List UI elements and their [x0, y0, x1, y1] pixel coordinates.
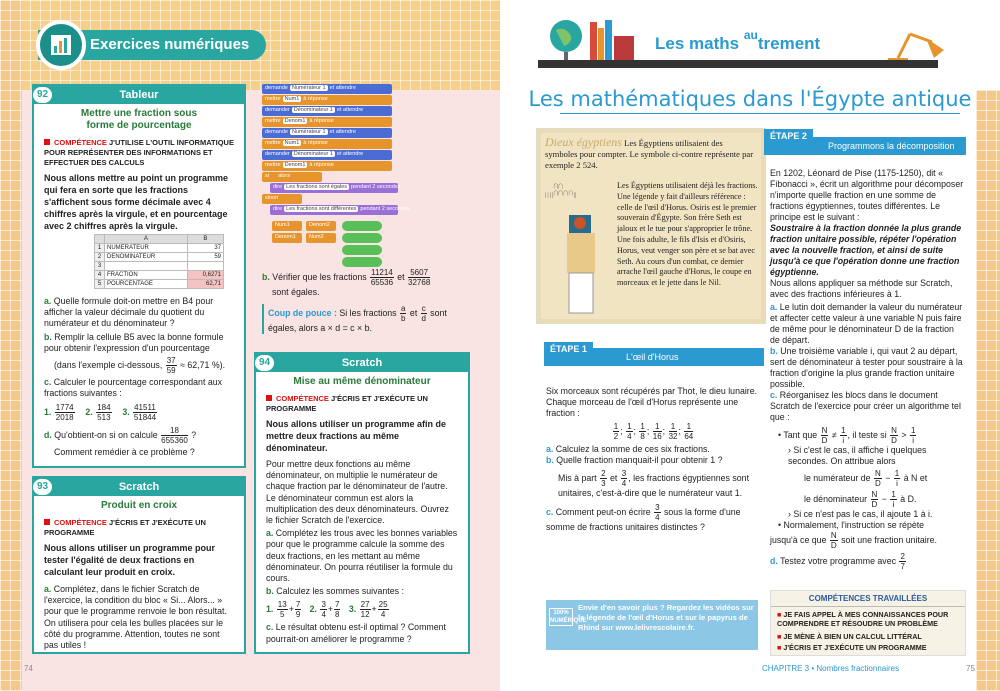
scratch-block: demande Numérateur 1 et attendre	[262, 128, 392, 138]
scratch-block: demander Dénominateur 1 et attendre	[262, 150, 392, 160]
exercise-94-card: 94 Scratch Mise au même dénominateur COMPÉTENCE J'ÉCRIS ET J'EXÉCUTE UN PROGRAMME Nous allons utiliser un programme afin de mettre deux fractions au même dénominateur. Pour mettre deux fonctions au même dénominateur, on multiplie le numérateur de chaque fraction par le dénominateur de l'autre. Le dénominateur commun est alors la multiplication des deux dénominateurs. Ouvrez le fichier Scratch de l'exercice. a. Complétez les trous avec les bonnes variables pour que le programme calcule la somme des deux fractions, en les mettant au même dénominateur. On pourra réutiliser la formule du cours. b. Calculez les sommes suivantes : 1. $\frac{13}{5}$ + $\frac{7}{9}$ 2. $\frac{3}{4}$ + $\frac{7}{8}$ 3. $\frac{27}{12}$ + $\frac{25}{4}$ c. Le résultat obtenu est-il optimal ? Comment pourrait-on améliorer le programme ?	[254, 352, 470, 654]
question-d: d. Qu'obtient-on si on calcule $\frac{18}{655360}$ ?	[44, 426, 197, 446]
exercise-93-questions: b. Vérifier que les fractions $\frac{11214}{65536}$ et $\frac{5607}{32768}$ sont égales. Coup de pouce : Si les fractions $\frac{a}{b}$ et $\frac{c}{d}$ sont égales, alors a × d = c × b.	[262, 268, 462, 334]
step-2-banner: ÉTAPE 2 Programmons la décomposition	[764, 137, 966, 155]
competence: COMPÉTENCE J'UTILISE L'OUTIL INFORMATIQUE POUR REPRÉSENTER DES INFORMATIONS ET EFFECTUER DES CALCULS	[44, 138, 234, 167]
page-title: Les mathématiques dans l'Égypte antique	[528, 87, 972, 111]
hieroglyph-number: 𓏽𓎉𓎆𓎆𓏺𓏺	[545, 185, 577, 201]
table-row: 5 POURCENTAGE 62,71	[95, 280, 224, 289]
exercise-92-card: 92 Tableur Mettre une fraction sous forme de pourcentage COMPÉTENCE J'UTILISE L'OUTIL INFORMATIQUE POUR REPRÉSENTER DES INFORMATIONS ET EFFECTUER DES CALCULS Nous allons mettre au point un programme qui fera en sorte que les fractions s'affichent sous forme décimale avec 4 chiffres après la virgule, et en pourcentage avec 2 chiffres après la virgule. A B 1 NUMERATEUR 37 2 DENOMINATEUR 59 3 4 FRACTION 0,6271 5 POURCENTAGE 62,71 a. Quelle formule doit-on mettre en B4 pour afficher la valeur décimale du quotient du numérateur et du dénominateur ? b. Remplir la cellule B5 avec la bonne formule pour obtenir l'expression d'un pourcentage (dans l'exemple ci-dessous, $\frac{37}{59}$ ≈ 62,71 %). c. Calculer le pourcentage correspondant aux fractions suivantes : 1. $\frac{1774}{2018}$ 2. $\frac{184}{513}$ 3. $\frac{41511}{51844}$ d. Qu'obtient-on si on calcule $\frac{18}{655360}$ ? Comment remédier à ce problème ?	[32, 84, 246, 468]
scratch-program	[262, 84, 410, 265]
chapter-footer: CHAPITRE 3 • Nombres fractionnaires	[762, 664, 900, 673]
numerique-badge: 100% NUMÉRIQUE	[550, 610, 587, 624]
exercise-93-card: 93 Scratch Produit en croix COMPÉTENCE J'ÉCRIS ET J'EXÉCUTE UN PROGRAMME Nous allons utiliser un programme pour tester l'égalité de deux fractions en calculant leur produit en croix. a. Complétez, dans le fichier Scratch de l'exercice, la condition du bloc « Si... Alors... » pour que le programme renvoie le bon résultat. On utilisera pour cela les bulles placées sur le côté du programme. Attention, toutes ne sont pas utiles !	[32, 476, 246, 654]
exercise-intro: Nous allons mettre au point un programme qui fera en sorte que les fractions s'affichent sous forme décimale avec 4 chiffres après la virgule, et en pourcentage avec 2 chiffres après la virgule.	[44, 173, 229, 231]
question-c: c. Calculer le pourcentage correspondant aux fractions suivantes :	[44, 377, 223, 399]
exercise-subtitle: Mettre une fraction sous forme de pourcentage	[80, 108, 198, 131]
papyrus-box: Dieux égyptiens Les Égyptiens utilisaient des symboles pour compter. Le symbole ci-contre représente par exemple 2 524. 𓏽𓎉𓎆𓎆𓏺𓏺 Les Égyptiens utilisaient déjà les fractions. Une légende y fait d'ailleurs référence : celle de l'œil d'Horus. Osiris est le premier souverain d'Égypte. Son frère Seth est jaloux et le tue pour s'approprier le trône. Une fois adulte, le fils d'Isis et d'Osiris, Horus, veut venger son père et se bat avec Seth. Au cours d'un combat, ce dernier arrache l'œil gauche d'Horus, le coupe en morceaux et le jette dans le Nil.	[536, 128, 766, 324]
step-1-content: Six morceaux sont récupérés par Thot, le dieu lunaire. Chaque morceau de l'œil d'Horus représente une fraction : $\frac{1}{2}$ ; $\frac{1}{4}$ ; $\frac{1}{8}$ ; $\frac{1}{16}$ ; $\frac{1}{32}$ ; $\frac{1}{64}$ a. Calculez la somme de ces six fractions. b. Quelle fraction manquait-il pour obtenir 1 ? Mis à part $\frac{2}{3}$ et $\frac{3}{4}$ , les fractions égyptiennes sont unitaires, c'est-à-dire que le numérateur vaut 1. c. Comment peut-on écrire $\frac{3}{4}$ sous la forme d'une somme de fractions unitaires distinctes ?	[546, 386, 760, 533]
chart-icon	[36, 20, 86, 70]
scratch-block: demande Numérateur 1 et attendre	[262, 84, 392, 94]
scratch-block: si alors	[262, 172, 322, 182]
scratch-block: mettre Num1 à réponse	[262, 139, 392, 149]
scratch-block: mettre Denom1 à réponse	[262, 161, 392, 171]
section-banner: Exercices numériques	[38, 30, 266, 60]
section-title: Les maths $^{au}$trement	[655, 28, 821, 53]
shelf	[538, 60, 938, 68]
horus-figure-icon	[555, 209, 607, 317]
spreadsheet: A B 1 NUMERATEUR 37 2 DENOMINATEUR 59 3 4 FRACTION 0,6271 5 POURCENTAGE 62,71	[94, 234, 224, 289]
horus-fractions: $\frac{1}{2}$ ; $\frac{1}{4}$ ; $\frac{1}{8}$ ; $\frac{1}{16}$ ; $\frac{1}{32}$ ; $\frac{1}{64}$	[613, 422, 694, 441]
hint: Coup de pouce : Si les fractions $\frac{a}{b}$ et $\frac{c}{d}$ sont égales, alors a × d = c × b.	[262, 304, 462, 334]
competences-box: COMPÉTENCES TRAVAILLÉES ■ JE FAIS APPEL À MES CONNAISSANCES POUR COMPRENDRE ET RÉSOUDRE UN PROBLÈME ■ JE MÈNE À BIEN UN CALCUL LITTÉRAL ■ J'ÉCRIS ET J'EXÉCUTE UN PROGRAMME	[770, 590, 966, 656]
scratch-block: sinon	[262, 194, 302, 204]
right-page	[500, 0, 1000, 691]
scratch-operators: Num1 Denom2 Denom1 Num2	[262, 221, 392, 265]
web-link-box[interactable]: 100% NUMÉRIQUE Envie d'en savoir plus ? Regardez les vidéos sur la légende de l'œil d'Horus et sur le papyrus de Rhind sur www.lelivrescolaire.fr.	[546, 600, 758, 650]
table-row: 3	[95, 262, 224, 271]
step-1-banner: ÉTAPE 1 L'œil d'Horus	[544, 348, 764, 366]
exercise-92-head: 92 Tableur	[34, 86, 244, 104]
table-row: 4 FRACTION 0,6271	[95, 271, 224, 280]
exercise-number: 92	[33, 87, 52, 103]
scratch-block: dire Les fractions sont différentes pendant 2 secondes	[270, 205, 398, 215]
question-a: a. Quelle formule doit-on mettre en B4 pour afficher la valeur décimale du quotient du numérateur et du dénominateur ?	[44, 296, 214, 329]
table-row: 1 NUMERATEUR 37	[95, 244, 224, 253]
side-mosaic	[976, 90, 1000, 691]
scratch-block: mettre Num1 à réponse	[262, 95, 392, 105]
scratch-block: mettre Denom1 à réponse	[262, 117, 392, 127]
page-number: 74	[24, 664, 33, 673]
side-mosaic	[0, 0, 22, 691]
page-number: 75	[966, 664, 975, 673]
step-2-content: En 1202, Léonard de Pise (1175-1250), dit « Fibonacci », écrit un algorithme pour décomposer n'importe quelle fraction en une somme de fractions égyptiennes, toutes différentes. Le principe est le suivant : Soustraire à la fraction donnée la plus grande fraction unitaire possible, répéter l'opération avec la nouvelle fraction, et ainsi de suite jusqu'à ce que l'opération donne une fraction égyptienne. Nous allons appliquer sa méthode sur Scratch, avec des fractions inférieures à 1. a. Le lutin doit demander la valeur du numérateur et affecter cette valeur à une variable N puis faire de même pour le dénominateur D de la fraction de départ. b. Une troisième variable i, qui vaut 2 au départ, sert de dénominateur à tester pour soustraire à la fraction d'origine la plus grande fraction unitaire possible. c. Réorganisez les blocs dans le document Scratch de l'exercice pour créer un algorithme tel que : • Tant que $\frac{N}{D}$ ≠ $\frac{1}{i}$ , il teste si $\frac{N}{D}$ > $\frac{1}{i}$ › Si c'est le cas, il affiche i quelques secondes. On attribue alors le numérateur de $\frac{N}{D}$ − $\frac{1}{i}$ à N et le dénominateur $\frac{N}{D}$ − $\frac{1}{i}$ à D. › Si ce n'est pas le cas, il ajoute 1 à i. • Normalement, l'instruction se répète jusqu'à ce que $\frac{N}{D}$ soit une fraction unitaire. d. Testez votre programme avec $\frac{2}{7}$	[770, 168, 964, 571]
table-row: 2 DENOMINATEUR 59	[95, 253, 224, 262]
scratch-block: demander Dénominateur 1 et attendre	[262, 106, 392, 116]
books-icon	[588, 18, 638, 62]
question-b: b. Remplir la cellule B5 avec la bonne formule pour obtenir l'expression d'un pourcentage	[44, 331, 224, 353]
scratch-block: dire Les fractions sont égales pendant 2 secondes	[270, 183, 398, 193]
